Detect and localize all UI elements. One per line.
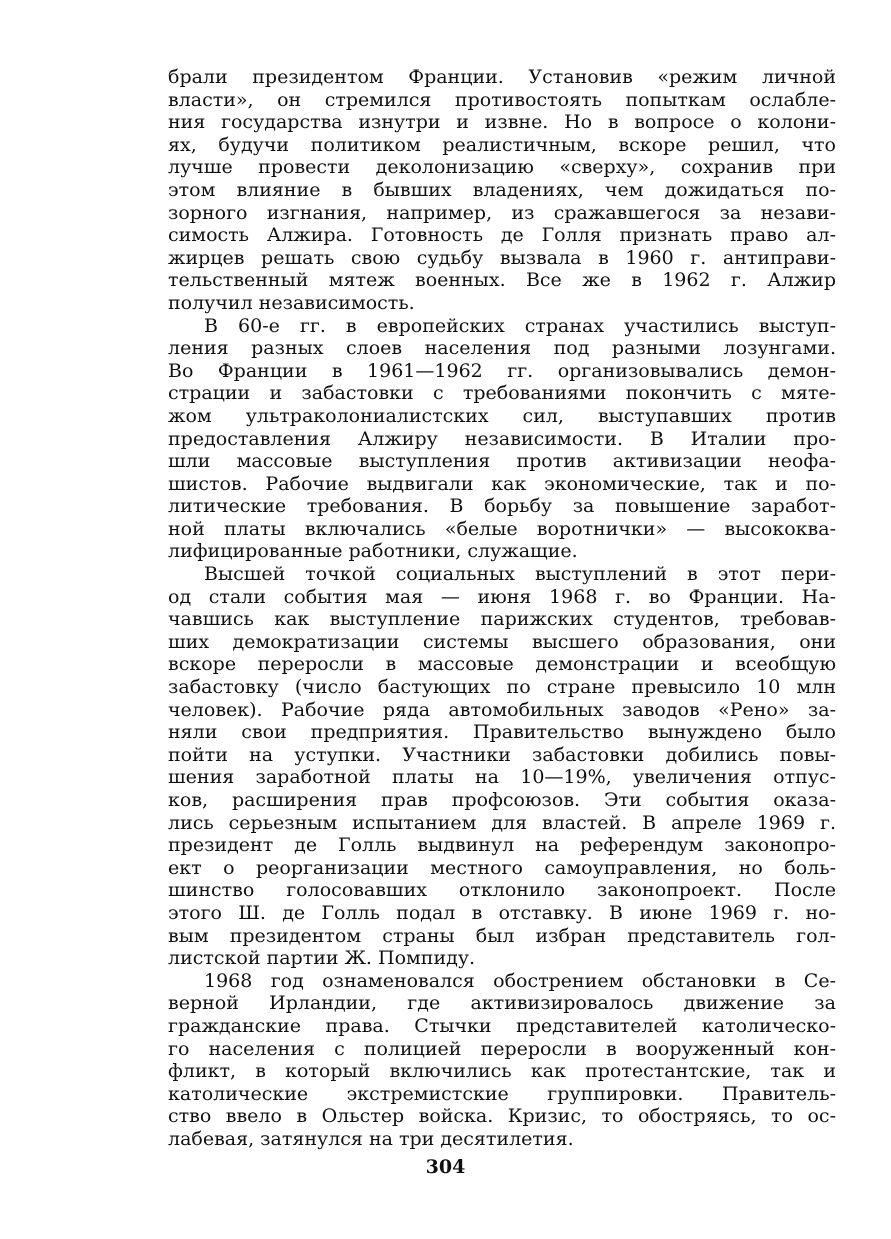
paragraph-3	[168, 563, 836, 970]
text-line: ния государства изнутри и извне. Но в вопросе о колони-	[168, 111, 836, 134]
text-line: го населения с полицией переросли в вооруженный кон-	[168, 1037, 836, 1060]
text-line: президент де Голль выдвинул на референдум законопро-	[168, 834, 836, 857]
text-line: шли массовые выступления против активизации неофа-	[168, 450, 836, 473]
text-line: тельственный мятеж военных. Все же в 1962 г. Алжир	[168, 269, 836, 292]
paragraph-1	[168, 66, 836, 315]
text-line: няли свои предприятия. Правительство вынуждено было	[168, 721, 836, 744]
text-line: шения заработной платы на 10—19%, увеличения отпус-	[168, 766, 836, 789]
text-line: этом влияние в бывших владениях, чем дожидаться по-	[168, 178, 836, 201]
paragraph-2	[168, 315, 836, 564]
text-line: католические экстремистские группировки. Правитель-	[168, 1082, 836, 1105]
text-line: верной Ирландии, где активизировалось движение за	[168, 992, 836, 1015]
text-line: предоставления Алжиру независимости. В Италии про-	[168, 427, 836, 450]
text-line: лись серьезным испытанием для властей. В апреле 1969 г.	[168, 811, 836, 834]
text-line: лабевая, затянулся на три десятилетия.	[168, 1127, 574, 1150]
text-line: ях, будучи политиком реалистичным, вскоре решил, что	[168, 133, 836, 156]
text-line: шистов. Рабочие выдвигали как экономические, так и по-	[168, 472, 836, 495]
text-line: вскоре переросли в массовые демонстрации и всеобщую	[168, 653, 836, 676]
text-line: чавшись как выступление парижских студентов, требовав-	[168, 608, 836, 631]
text-line: человек). Рабочие ряда автомобильных заводов «Рено» за-	[168, 698, 836, 721]
text-line: симость Алжира. Готовность де Голля признать право ал-	[168, 224, 836, 247]
text-line: ект о реорганизации местного самоуправления, но боль-	[168, 856, 836, 879]
text-line: фликт, в который включились как протестантские, так и	[168, 1060, 836, 1083]
text-line: брали президентом Франции. Установив «режим личной	[168, 66, 836, 88]
text-line: забастовку (число бастующих по стране превысило 10 млн	[168, 676, 836, 699]
text-line: Высшей точкой социальных выступлений в этот пери-	[204, 563, 836, 586]
text-line: листской партии Ж. Помпиду.	[168, 947, 476, 970]
text-line: од стали события мая — июня 1968 г. во Франции. На-	[168, 585, 836, 608]
paragraph-4	[168, 970, 836, 1151]
text-line: 1968 год ознаменовался обострением обстановки в Се-	[204, 969, 836, 992]
text-line: ших демократизации системы высшего образования, они	[168, 630, 836, 653]
text-line: гражданские права. Стычки представителей католическо-	[168, 1014, 836, 1037]
text-line: ной платы включались «белые воротнички» — высококва-	[168, 517, 836, 540]
text-line: зорного изгнания, например, из сражавшегося за незави-	[168, 201, 836, 224]
page-body	[168, 66, 836, 1151]
text-line: ков, расширения прав профсоюзов. Эти события оказа-	[168, 789, 836, 811]
text-line: литические требования. В борьбу за повышение заработ-	[168, 495, 836, 518]
text-line: В 60-е гг. в европейских странах участились выступ-	[204, 314, 836, 337]
text-line: вым президентом страны был избран представитель гол-	[168, 924, 836, 947]
text-line: Во Франции в 1961—1962 гг. организовывались демон-	[168, 359, 836, 382]
text-line: страции и забастовки с требованиями покончить с мяте-	[168, 382, 836, 405]
text-line: ство ввело в Ольстер войска. Кризис, то обостряясь, то ос-	[168, 1105, 836, 1128]
text-line: ления разных слоев населения под разными лозунгами.	[168, 337, 836, 360]
text-line: жирцев решать свою судьбу вызвала в 1960 г. антиправи-	[168, 246, 836, 269]
text-line: жом ультраколониалистских сил, выступавших против	[168, 404, 836, 427]
page-number: 304	[425, 1156, 466, 1178]
text-line: получил независимость.	[168, 291, 415, 314]
text-line: этого Ш. де Голль подал в отставку. В июне 1969 г. но-	[168, 901, 836, 924]
text-line: власти», он стремился противостоять попыткам ослабле-	[168, 88, 836, 111]
text-line: лучше провести деколонизацию «сверху», сохранив при	[168, 156, 836, 179]
text-line: пойти на уступки. Участники забастовки добились повы-	[168, 743, 836, 766]
text-line: шинство голосовавших отклонило законопроект. После	[168, 879, 836, 902]
text-line: лифицированные работники, служащие.	[168, 540, 578, 563]
